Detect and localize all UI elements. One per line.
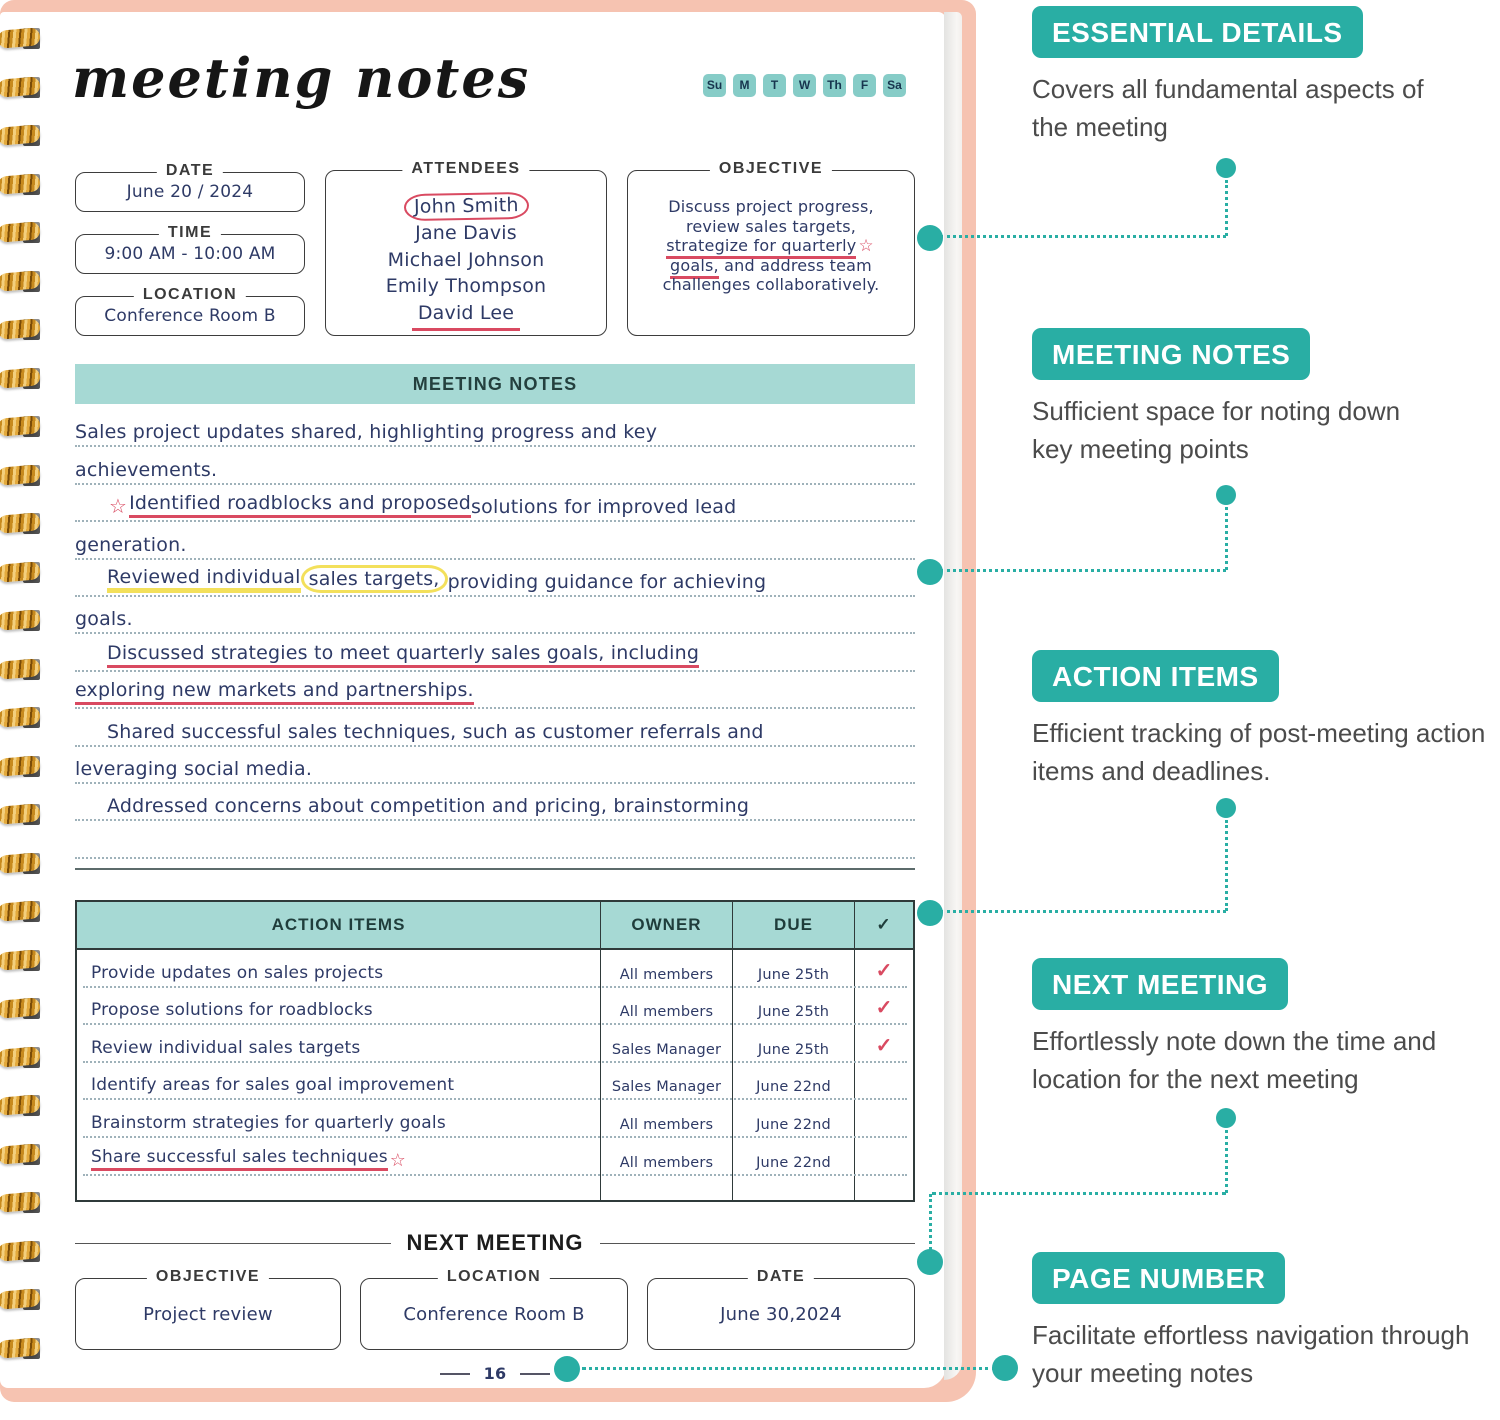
spiral-coil	[0, 1142, 48, 1168]
table-header-cell: OWNER	[601, 902, 733, 948]
callout-badge: ESSENTIAL DETAILS	[1032, 6, 1363, 58]
cell-due: June 25th	[733, 1025, 855, 1063]
location-field	[75, 286, 305, 336]
table-row	[77, 950, 913, 988]
callout-next-meeting	[1032, 958, 1480, 1099]
text-segment: Brainstorm strategies for quarterly goals	[91, 1112, 446, 1133]
table-row	[77, 1138, 913, 1176]
connector-dot	[917, 900, 943, 926]
attendee-circle-red: John Smith	[403, 192, 528, 221]
text-segment: Addressed concerns about competition and pricing, brainstorming	[107, 795, 750, 818]
table-header-cell: ✓	[876, 915, 892, 934]
text-segment: and address team	[718, 255, 872, 275]
text-segment: leveraging social media.	[75, 757, 313, 780]
attendee-underline-red: David Lee	[412, 300, 520, 332]
spiral-coil	[0, 851, 48, 877]
text-segment: Sales project updates shared, highlighting progress and key	[75, 421, 658, 444]
u-red-mark: Share successful sales techniques	[91, 1147, 388, 1171]
callout-badge: ACTION ITEMS	[1032, 650, 1279, 702]
cell-check	[855, 1138, 913, 1176]
objective-line	[632, 275, 910, 295]
spiral-coil	[0, 511, 48, 537]
text-segment: Identify areas for sales goal improvement	[91, 1075, 455, 1096]
attendee-text: Emily Thompson	[385, 275, 547, 297]
connector-dot	[992, 1355, 1018, 1381]
text-segment: goals.	[75, 608, 133, 631]
connector-dot	[917, 559, 943, 585]
text-segment: solutions for improved lead	[471, 496, 737, 519]
field-label: DATE	[157, 162, 223, 180]
spiral-coil	[0, 899, 48, 925]
note-line	[75, 522, 915, 559]
cell-check: ✓	[875, 1034, 893, 1057]
cell-item	[77, 988, 601, 1026]
section-divider	[75, 868, 915, 870]
note-line	[75, 447, 915, 484]
time-field	[75, 224, 305, 274]
callout-action-items	[1032, 650, 1490, 791]
spiral-coil	[0, 1239, 48, 1265]
field-label: DATE	[748, 1268, 814, 1286]
u-red-mark: strategize for quarterly	[666, 236, 856, 259]
meeting-notes-band: MEETING NOTES	[75, 364, 915, 404]
connector-dot	[917, 1249, 943, 1275]
callout-page-number	[1032, 1252, 1474, 1393]
objective-line	[632, 197, 910, 217]
cell-item	[77, 950, 601, 988]
spiral-coil	[0, 317, 48, 343]
cell-owner: All members	[601, 1100, 733, 1138]
attendee-name	[326, 247, 606, 274]
connector-dot	[1216, 798, 1236, 818]
note-line	[75, 410, 915, 447]
text-segment: Propose solutions for roadblocks	[91, 1000, 373, 1021]
callout-essential-details	[1032, 6, 1444, 147]
table-header-cell: ACTION ITEMS	[77, 902, 601, 948]
field-value: Project review	[143, 1303, 273, 1325]
attendee-text: Michael Johnson	[387, 248, 545, 271]
attendee-name	[326, 220, 606, 247]
spiral-coil	[0, 560, 48, 586]
spiral-coil	[0, 220, 48, 246]
spiral-coil	[0, 996, 48, 1022]
day-chip: T	[763, 74, 786, 97]
spiral-wire	[0, 755, 41, 777]
spiral-coil	[0, 414, 48, 440]
text-segment: challenges collaboratively.	[662, 275, 880, 294]
notes-area	[75, 410, 915, 859]
cell-due: June 25th	[733, 988, 855, 1026]
spiral-wire	[0, 1143, 41, 1165]
spiral-coil	[0, 608, 48, 634]
spiral-coil	[0, 75, 48, 101]
spiral-wire	[0, 852, 41, 874]
note-line	[75, 597, 915, 634]
page-number: 16	[483, 1364, 507, 1383]
table-row	[77, 1100, 913, 1138]
cell-check	[855, 1063, 913, 1101]
cell-owner: Sales Manager	[601, 1025, 733, 1063]
spiral-coil	[0, 754, 48, 780]
callout-badge: PAGE NUMBER	[1032, 1252, 1285, 1304]
u-red-mark: exploring new markets and partnerships.	[75, 679, 474, 705]
spiral-coil	[0, 1287, 48, 1313]
cell-due: June 22nd	[733, 1100, 855, 1138]
connector-line	[929, 1194, 932, 1250]
attendee-text: Jane Davis	[415, 222, 517, 244]
connector-line	[940, 910, 1226, 913]
callout-meeting-notes	[1032, 328, 1424, 469]
field-label: LOCATION	[438, 1268, 550, 1286]
spiral-coil	[0, 1336, 48, 1362]
callout-desc: Facilitate effortless navigation through your meeting notes	[1032, 1320, 1470, 1389]
spiral-coil	[0, 705, 48, 731]
u-red-mark: goals,	[670, 256, 719, 279]
cell-item	[77, 1138, 601, 1176]
text-segment: Discuss project progress,	[668, 197, 874, 216]
spiral-wire	[0, 949, 41, 971]
attendee-name	[326, 300, 606, 332]
field-label: TIME	[159, 224, 221, 242]
connector-line	[940, 235, 1226, 238]
cell-check: ✓	[875, 997, 893, 1020]
objective-box	[627, 160, 915, 336]
connector-line	[932, 1192, 1226, 1195]
note-line	[75, 485, 915, 522]
field-value: 9:00 AM - 10:00 AM	[104, 244, 276, 264]
text-segment: Review individual sales targets	[91, 1037, 361, 1058]
connector-line	[1225, 507, 1228, 570]
cell-check: ✓	[875, 959, 893, 982]
cell-due: June 25th	[733, 950, 855, 988]
spiral-coil	[0, 1190, 48, 1216]
day-chip: Su	[703, 74, 726, 97]
callout-desc: Efficient tracking of post-meeting action items and deadlines.	[1032, 718, 1486, 787]
field-value: Conference Room B	[403, 1303, 585, 1325]
spiral-coil	[0, 802, 48, 828]
spiral-wire	[0, 1240, 41, 1262]
date-field	[75, 162, 305, 212]
circ-yellow-mark: sales targets,	[301, 565, 448, 593]
text-segment: generation.	[75, 533, 187, 556]
spiral-coil	[0, 26, 48, 52]
field-label: OBJECTIVE	[710, 160, 832, 178]
spiral-coil	[0, 657, 48, 683]
spiral-wire	[0, 76, 41, 98]
spiral-coil	[0, 269, 48, 295]
connector-dot	[1216, 158, 1236, 178]
cell-owner: All members	[601, 988, 733, 1026]
attendee-name	[326, 273, 606, 300]
attendees-box	[325, 160, 607, 336]
cell-check	[855, 1100, 913, 1138]
spiral-coil	[0, 172, 48, 198]
spiral-coil	[0, 123, 48, 149]
objective-line	[632, 217, 910, 237]
page-edge	[944, 12, 962, 1380]
field-label: LOCATION	[134, 286, 246, 304]
spiral-wire	[0, 1337, 41, 1359]
note-line	[75, 634, 915, 671]
star-red-mark: ☆	[858, 235, 874, 255]
cell-owner: All members	[601, 1138, 733, 1176]
callout-desc: Effortlessly note down the time and location for the next meeting	[1032, 1026, 1437, 1095]
cell-item	[77, 1063, 601, 1101]
objective-line	[632, 236, 910, 256]
text-segment: Shared successful sales techniques, such as customer referrals and	[107, 720, 764, 743]
attendee-list	[326, 193, 606, 331]
connector-dot	[1216, 485, 1236, 505]
field-value: June 30,2024	[720, 1303, 842, 1325]
callout-badge: NEXT MEETING	[1032, 958, 1288, 1010]
pager-dash	[520, 1373, 550, 1375]
page-title: meeting notes	[72, 46, 531, 110]
star-red-mark: ☆	[109, 494, 128, 519]
cell-item	[77, 1025, 601, 1063]
u-yellow-mark: Reviewed individual	[107, 566, 301, 593]
notebook-page	[0, 12, 946, 1388]
connector-line	[1225, 1130, 1228, 1193]
table-body	[77, 950, 913, 1176]
note-line	[75, 747, 915, 784]
text-segment: review sales targets,	[685, 216, 857, 236]
spiral-coil	[0, 366, 48, 392]
note-line	[75, 821, 915, 858]
u-red-mark: Identified roadblocks and proposed	[129, 492, 471, 518]
connector-line	[1225, 820, 1228, 911]
day-row	[703, 74, 906, 97]
spiral-wire	[0, 464, 41, 486]
table-header	[77, 902, 913, 950]
spiral-coil	[0, 1045, 48, 1071]
spiral-coil	[0, 1093, 48, 1119]
next-meeting-objective-field	[75, 1268, 341, 1350]
text-segment: achievements.	[75, 458, 218, 481]
text-segment: providing guidance for achieving	[447, 570, 767, 593]
objective-text	[632, 197, 910, 295]
cell-owner: All members	[601, 950, 733, 988]
note-line	[75, 784, 915, 821]
table-filler-row	[77, 1176, 913, 1202]
callout-badge: MEETING NOTES	[1032, 328, 1310, 380]
field-label: ATTENDEES	[402, 160, 529, 178]
spiral-wire	[0, 561, 41, 583]
connector-line	[1225, 180, 1228, 236]
callout-desc: Covers all fundamental aspects of the meeting	[1032, 74, 1424, 143]
spiral-wire	[0, 270, 41, 292]
text-segment: Provide updates on sales projects	[91, 962, 384, 983]
day-chip: F	[853, 74, 876, 97]
connector-line	[582, 1367, 996, 1370]
next-meeting-location-field	[360, 1268, 628, 1350]
attendee-name	[326, 193, 606, 220]
connector-dot	[1216, 1108, 1236, 1128]
note-line	[75, 672, 915, 709]
connector-line	[940, 569, 1226, 572]
note-line	[75, 560, 915, 597]
spiral-wire	[0, 1046, 41, 1068]
next-meeting-heading: NEXT MEETING	[75, 1230, 915, 1256]
table-header-cell: DUE	[733, 902, 855, 948]
field-value: June 20 / 2024	[126, 182, 254, 202]
table-row	[77, 1063, 913, 1101]
day-chip: Th	[823, 74, 846, 97]
field-label: OBJECTIVE	[147, 1268, 269, 1286]
spiral-wire	[0, 173, 41, 195]
star-red-mark: ☆	[389, 1149, 406, 1171]
u-red-mark: Discussed strategies to meet quarterly sales goals, including	[107, 642, 699, 668]
spiral-coil	[0, 948, 48, 974]
day-chip: Sa	[883, 74, 906, 97]
cell-due: June 22nd	[733, 1138, 855, 1176]
table-row	[77, 1025, 913, 1063]
spiral-coil	[0, 463, 48, 489]
cell-owner: Sales Manager	[601, 1063, 733, 1101]
spiral-wire	[0, 367, 41, 389]
spiral-wire	[0, 658, 41, 680]
connector-dot	[554, 1356, 580, 1382]
note-line	[75, 709, 915, 746]
pager-dash	[440, 1373, 470, 1375]
cell-due: June 22nd	[733, 1063, 855, 1101]
action-items-table	[75, 900, 915, 1202]
callout-desc: Sufficient space for noting down key meeting points	[1032, 396, 1401, 465]
day-chip: M	[733, 74, 756, 97]
next-meeting-date-field	[647, 1268, 915, 1350]
table-row	[77, 988, 913, 1026]
day-chip: W	[793, 74, 816, 97]
objective-line	[632, 256, 910, 276]
connector-dot	[917, 225, 943, 251]
field-value: Conference Room B	[104, 306, 276, 326]
cell-item	[77, 1100, 601, 1138]
